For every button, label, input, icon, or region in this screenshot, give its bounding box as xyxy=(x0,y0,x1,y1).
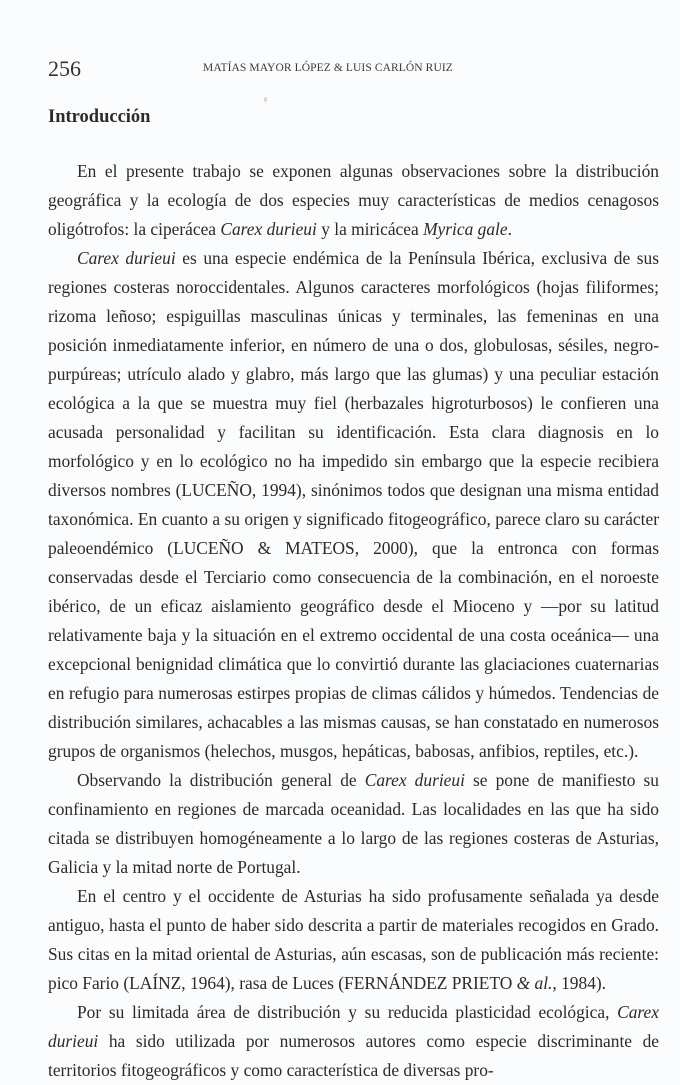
text-run: ha sido utilizada por numerosos autores como especie discriminante de territorios fitogeográficos y como característica de diversas pro- xyxy=(48,1031,659,1080)
paragraph xyxy=(48,766,659,882)
text-run: Observando la distribución general de xyxy=(77,770,365,790)
text-run: Por su limitada área de distribución y su reducida plasticidad ecológica, xyxy=(77,1002,618,1022)
text-run: . xyxy=(507,219,512,239)
section-title: Introducción xyxy=(48,107,151,127)
text-run: En el presente trabajo se exponen algunas observaciones sobre la distribución geográfica y la ecología de dos especies muy características de medios cenagosos oligótrofos: la ciperácea xyxy=(48,161,659,239)
text-run: es una especie endémica de la Península Ibérica, exclusiva de sus regiones costeras noroccidentales. Algunos caracteres morfológicos (hojas filiformes; rizoma leñoso; espiguillas masculinas únicas y terminales, las femeninas en una posición inmediatamente inferior, en número de una o dos, globulosas, sésiles, negro-purpúreas; utrículo alado y glabro, más largo que las glumas) y una peculiar estación ecológica a la que se muestra muy fiel (herbazales higroturbosos) le confieren una acusada personalidad y facilitan su identificación. Esta clara diagnosis en lo morfológico y en lo ecológico no ha impedido sin embargo que la especie recibiera diversos nombres (LUCEÑO, 1994), sinónimos todos que designan una misma entidad taxonómica. En cuanto a su origen y significado fitogeográfico, parece claro su carácter paleoendémico (LUCEÑO & MATEOS, 2000), que la entronca con formas conservadas desde el Terciario como consecuencia de la combinación, en el noroeste ibérico, de un eficaz aislamiento geográfico desde el Mioceno y —por su latitud relativamente baja y la situación en el extremo occidental de una costa oceánica— una excepcional benignidad climática que lo convirtió durante las glaciaciones cuaternarias en refugio para numerosas estirpes propias de climas cálidos y húmedos. Tendencias de distribución similares, achacables a las mismas causas, se han constatado en numerosos grupos de organismos (helechos, musgos, hepáticas, babosas, anfibios, reptiles, etc.). xyxy=(48,248,659,761)
text-run: se pone de manifiesto su confinamiento en regiones de marcada oceanidad. Las localidades en las que ha sido citada se distribuyen homogéneamente a lo largo de las regiones costeras de Asturias, Galicia y la mitad norte de Portugal. xyxy=(48,770,659,877)
italic-text: Carex durieui xyxy=(48,1002,659,1051)
italic-text: Carex durieui xyxy=(220,219,317,239)
paragraph xyxy=(48,998,659,1085)
page-number: 256 xyxy=(48,56,81,81)
page-header xyxy=(48,55,659,85)
italic-text: & al. xyxy=(516,973,553,993)
paragraph xyxy=(48,244,659,766)
paragraph xyxy=(48,882,659,998)
italic-text: Myrica gale xyxy=(423,219,508,239)
text-run: En el centro y el occidente de Asturias ha sido profusamente señalada ya desde antiguo, hasta el punto de haber sido descrita a partir de materiales recogidos en Grado. Sus citas en la mitad oriental de Asturias, aún escasas, son de publicación más reciente: pico Fario (LAÍNZ, 1964), rasa de Luces (FERNÁNDEZ PRIETO xyxy=(48,886,659,993)
body-text xyxy=(48,157,659,1085)
italic-text: Carex durieui xyxy=(364,770,465,790)
text-run: , 1984). xyxy=(552,973,607,993)
running-head: MATÍAS MAYOR LÓPEZ & LUIS CARLÓN RUIZ xyxy=(203,62,453,74)
text-run: y la miricácea xyxy=(316,219,424,239)
paragraph xyxy=(48,157,659,244)
italic-text: Carex durieui xyxy=(77,248,176,268)
scan-speck xyxy=(264,97,267,102)
